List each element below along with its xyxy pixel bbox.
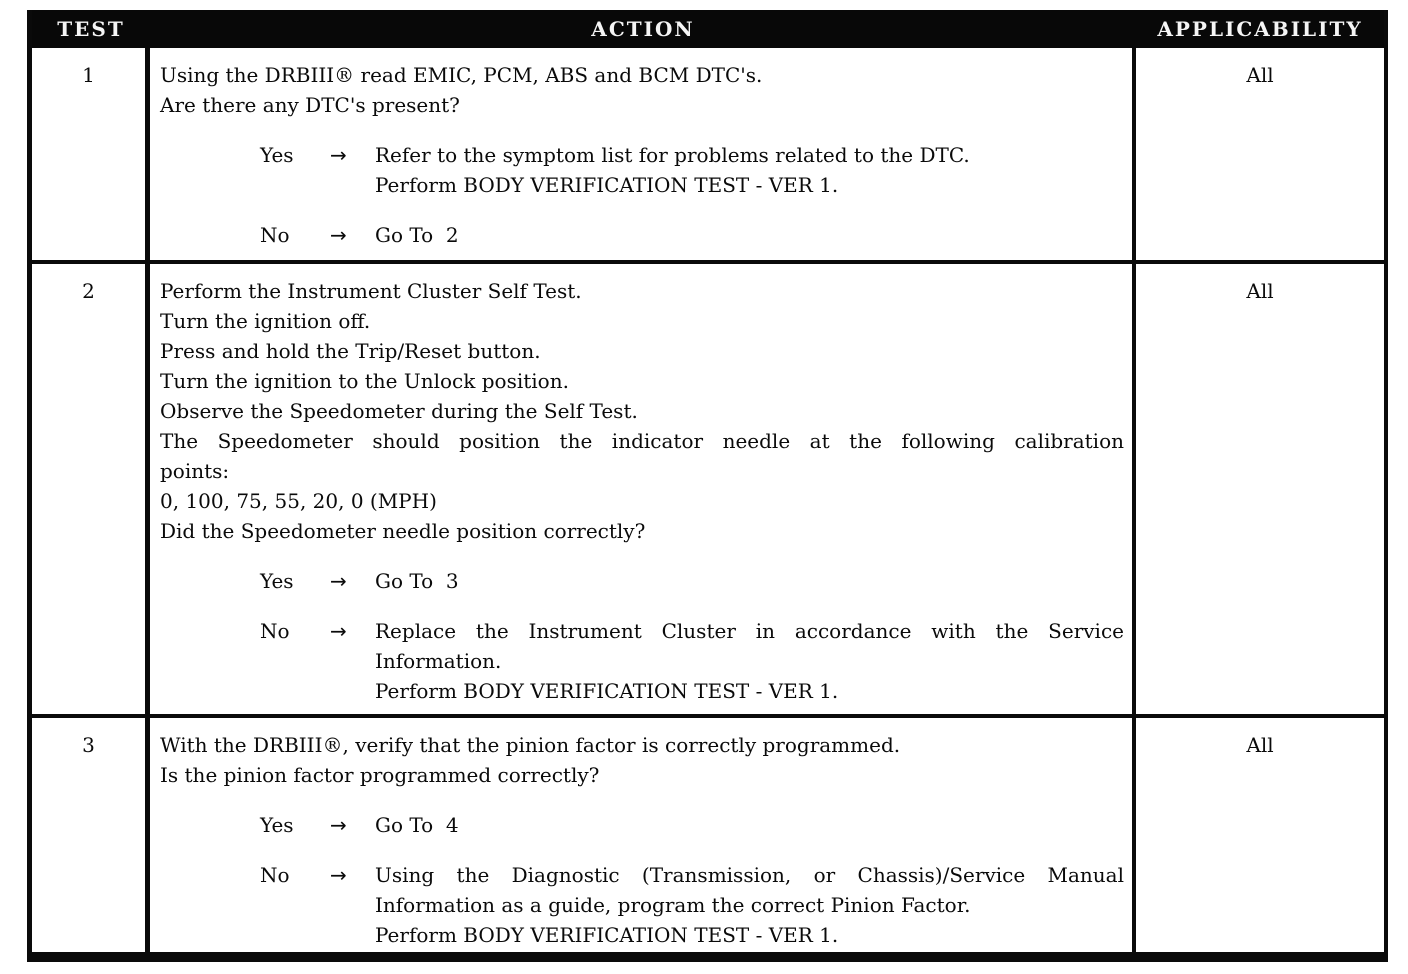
- answer-text: [375, 860, 1124, 950]
- action-text-line: Did the Speedometer needle position correctly?: [160, 519, 646, 543]
- action-text-line: Observe the Speedometer during the Self Test.: [160, 399, 638, 423]
- column-header-test: TEST: [57, 17, 125, 41]
- answer-text-line: Perform BODY VERIFICATION TEST - VER 1.: [375, 923, 839, 947]
- test-number: 1: [32, 48, 150, 260]
- applicability-cell: All: [1246, 733, 1274, 757]
- table-header-row: [32, 10, 1384, 48]
- answer-text-line: Perform BODY VERIFICATION TEST - VER 1.: [375, 679, 839, 703]
- answer-no: [260, 220, 1124, 250]
- column-header-applicability: APPLICABILITY: [1157, 17, 1363, 41]
- action-text-line: 0, 100, 75, 55, 20, 0 (MPH): [160, 489, 437, 513]
- action-text-line: Perform the Instrument Cluster Self Test.: [160, 279, 582, 303]
- action-text-line: With the DRBIII®, verify that the pinion factor is correctly programmed.: [160, 733, 901, 757]
- answer-text-line: Go To 4: [375, 813, 459, 837]
- column-header-action: ACTION: [591, 17, 695, 41]
- answer-text: [375, 616, 1124, 706]
- answer-no: [260, 860, 1124, 950]
- answer-text-line: Perform BODY VERIFICATION TEST - VER 1.: [375, 173, 839, 197]
- arrow-right-icon: →: [330, 569, 347, 593]
- action-text-line: Turn the ignition to the Unlock position.: [160, 369, 569, 393]
- answer-label: No: [260, 223, 290, 247]
- answer-text-line: Go To 3: [375, 569, 459, 593]
- answer-label: No: [260, 863, 290, 887]
- test-number: 2: [32, 264, 150, 714]
- answer-text: [375, 810, 1124, 840]
- arrow-right-icon: →: [330, 863, 347, 887]
- action-cell: [150, 264, 1136, 714]
- answer-text-line: Information as a guide, program the correct Pinion Factor.: [375, 893, 971, 917]
- answer-text-line: Refer to the symptom list for problems related to the DTC.: [375, 143, 970, 167]
- answer-label: Yes: [260, 143, 294, 167]
- table-row: [32, 260, 1384, 714]
- action-text-line: Is the pinion factor programmed correctly?: [160, 763, 600, 787]
- test-number: 3: [32, 718, 150, 952]
- answer-text: [375, 220, 1124, 250]
- action-text-line: The Speedometer should position the indicator needle at the following calibration: [160, 429, 1124, 453]
- answer-yes: [260, 810, 1124, 840]
- action-text-line: Turn the ignition off.: [160, 309, 371, 333]
- action-text-line: Are there any DTC's present?: [160, 93, 460, 117]
- answer-text: [375, 140, 1124, 200]
- arrow-right-icon: →: [330, 619, 347, 643]
- action-text-line: Using the DRBIII® read EMIC, PCM, ABS and BCM DTC's.: [160, 63, 763, 87]
- answer-label: Yes: [260, 569, 294, 593]
- action-text-line: points:: [160, 459, 230, 483]
- applicability-cell: All: [1246, 63, 1274, 87]
- applicability-cell: All: [1246, 279, 1274, 303]
- answer-yes: [260, 566, 1124, 596]
- diagnostic-test-table: [27, 10, 1388, 962]
- arrow-right-icon: →: [330, 223, 347, 247]
- action-cell: [150, 48, 1136, 260]
- answer-no: [260, 616, 1124, 706]
- table-row: [32, 48, 1384, 260]
- answer-text-line: Information.: [375, 649, 502, 673]
- answer-text-line: Using the Diagnostic (Transmission, or Chassis)/Service Manual: [375, 863, 1124, 887]
- action-text-line: Press and hold the Trip/Reset button.: [160, 339, 541, 363]
- answer-label: Yes: [260, 813, 294, 837]
- action-cell: [150, 718, 1136, 952]
- table-row: [32, 714, 1384, 952]
- arrow-right-icon: →: [330, 813, 347, 837]
- answer-label: No: [260, 619, 290, 643]
- answer-yes: [260, 140, 1124, 200]
- answer-text-line: Go To 2: [375, 223, 459, 247]
- answer-text-line: Replace the Instrument Cluster in accordance with the Service: [375, 619, 1124, 643]
- answer-text: [375, 566, 1124, 596]
- arrow-right-icon: →: [330, 143, 347, 167]
